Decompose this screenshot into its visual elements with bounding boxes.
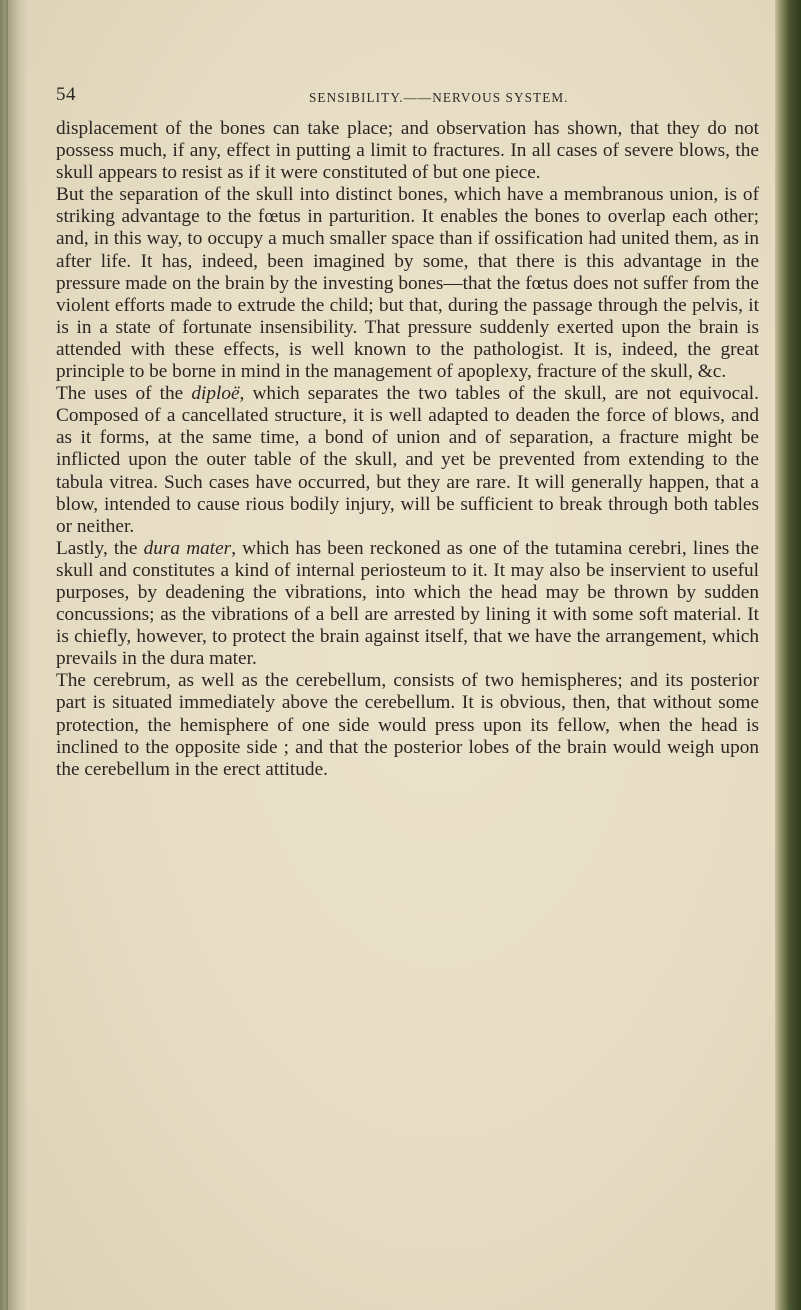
- page-header: [56, 84, 756, 110]
- paragraph-3-rest: , which separates the two tables of the skull, are not equivocal. Composed of a cancellated structure, it is well adapted to deaden the force of blows, and as it forms, at the same time, a bond of union and of separation, a fracture might be inflicted upon the outer table of the skull, and yet be prevented from extending to the tabula vitrea. Such cases have occurred, but they are rare. It will generally happen, that a blow, intended to cause rious bodily injury, will be sufficient to break through both tables or neither.: [56, 383, 759, 537]
- paragraph-3: [56, 383, 759, 538]
- paragraph-4: [56, 538, 759, 671]
- diploe-term: diploë: [191, 383, 240, 405]
- page-number: 54: [56, 84, 76, 105]
- binding-edge-right: [775, 0, 801, 1310]
- book-page: [30, 0, 775, 1310]
- paragraph-1: displacement of the bones can take place; and observation has shown, that they do not possess much, if any, effect in putting a limit to fractures. In all cases of severe blows, the skull appears to resist as if it were constituted of but one piece.: [56, 118, 759, 184]
- paragraph-4-rest: , which has been reckoned as one of the tutamina cerebri, lines the skull and constitutes a kind of internal periosteum to it. It may also be inservient to useful purposes, by deadening the vibrations, into which the head may be thrown by sudden concussions; as the vibrations of a bell are arrested by lining it with some soft material. It is chiefly, however, to protect the brain against itself, that we have the arrangement, which prevails in the dura mater.: [56, 537, 759, 670]
- running-head: SENSIBILITY.——NERVOUS SYSTEM.: [309, 90, 569, 105]
- dura-mater-term: dura mater: [143, 537, 232, 559]
- paragraph-5: The cerebrum, as well as the cerebellum, consists of two hemispheres; and its posterior part is situated immediately above the cerebellum. It is obvious, then, that without some protection, the hemisphere of one side would press upon its fellow, when the head is inclined to the opposite side ; and that the posterior lobes of the brain would weigh upon the cerebellum in the erect attitude.: [56, 670, 759, 780]
- page-gutter-left: [0, 0, 30, 1310]
- body-text: [56, 118, 759, 781]
- paragraph-2: But the separation of the skull into distinct bones, which have a membranous union, is of striking advantage to the fœtus in parturition. It enables the bones to overlap each other; and, in this way, to occupy a much smaller space than if ossification had united them, as in after life. It has, indeed, been imagined by some, that there is this advantage in the pressure made on the brain by the investing bones—that the fœtus does not suffer from the violent efforts made to extrude the child; but that, during the passage through the pelvis, it is in a state of fortunate insensibility. That pressure suddenly exerted upon the brain is attended with these effects, is well known to the pathologist. It is, indeed, the great principle to be borne in mind in the management of apoplexy, fracture of the skull, &c.: [56, 184, 759, 383]
- paragraph-3-lead: The uses of the: [56, 383, 192, 405]
- paragraph-4-lead: Lastly, the: [56, 537, 144, 559]
